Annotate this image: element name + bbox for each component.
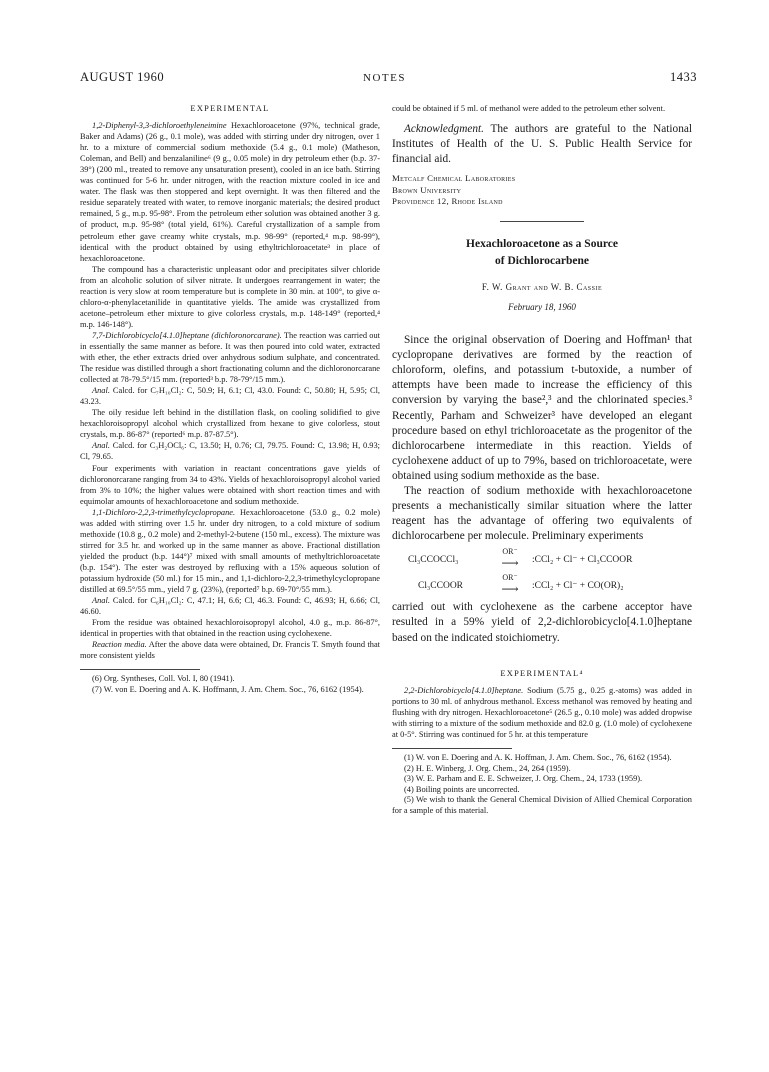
equation-2 — [392, 572, 692, 596]
subsection-title: 7,7-Dichlorobicyclo[4.1.0]heptane (dichloronorcarane). — [92, 330, 282, 340]
acknowledgment-label: Acknowledgment. — [404, 123, 484, 136]
footnote-divider — [80, 669, 200, 670]
paragraph-analysis-2 — [80, 440, 380, 462]
paragraph-text: Calcd. for C₃H₂OCl₆: C, 13.50; H, 0.76; Cl, 79.75. Found: C, 13.98; H, 0.93; Cl, 79.65. — [80, 441, 380, 462]
footnotes-right — [392, 753, 692, 817]
arrow-icon: ⟶ — [501, 582, 519, 597]
running-header-date: AUGUST 1960 — [80, 70, 165, 84]
article-title-line: Hexachloroacetone as a Source — [466, 237, 618, 250]
footnote: (6) Org. Syntheses, Coll. Vol. I, 80 (1941). — [92, 674, 235, 684]
paragraph-text: Calcd. for C₇H₁₀Cl₂: C, 50.9; H, 6.1; Cl, 43.0. Found: C, 50.80; H, 5.95; Cl, 43.23. — [80, 386, 380, 407]
left-column — [80, 103, 380, 696]
footnote: (7) W. von E. Doering and A. K. Hoffmann, J. Am. Chem. Soc., 76, 6162 (1954). — [92, 684, 364, 694]
address-line: Metcalf Chemical Laboratories — [392, 173, 516, 184]
paragraph-intro-3: carried out with cyclohexene as the carbene acceptor have resulted in a 59% yield of 2,2-dichlorobicyclo[4.1.0]heptane based on the indicated stoichiometry. — [392, 601, 692, 644]
equation-rhs: :CCl₂ + Cl⁻ + CO(OR)₂ — [532, 581, 624, 592]
paragraph-dichloronorcarane — [80, 330, 380, 385]
paragraph-reaction-media — [80, 639, 380, 661]
paragraph-intro-2: The reaction of sodium methoxide with hexachloroacetone presents a mechanistically similar situation where the latter reagent has the advantage of offering two equivalents of dichlorocarbene per molecule. Preliminary experiments — [392, 484, 692, 543]
paragraph-experimental-procedure — [392, 685, 692, 740]
footnote: (2) H. E. Winberg, J. Org. Chem., 24, 264 (1959). — [404, 763, 571, 773]
article-authors: F. W. Grant and W. B. Cassie — [481, 281, 603, 292]
analysis-label: Anal. — [92, 441, 110, 451]
paragraph-text: Hexachloroacetone (53.0 g., 0.2 mole) was added with stirring over 1.5 hr. under dry nitrogen, to a cold mixture of sodium methoxide (10.8 g., 0.2 mole) and 2-methyl-2-butene (150 ml., excess). The mixture was stirred for 3.5 hr. and worked up in the same manner as above. Fractional distillation yielded the product (b.p. 144°)⁷ mixed with small amounts of methyltrichloroacetate (b.p. 154°). The ester was destroyed by refluxing with a 15% aqueous solution of potassium hydroxide (50 ml.) for 15 min., and 1,1-dichloro-2,2,3-trimethylcyclopropane distilled at 69.5°/55 mm., yield 7 g. (23%), (reported⁷ b.p. 69-70°/55 mm.). — [80, 507, 380, 595]
footnote: (3) W. E. Parham and E. E. Schweizer, J. Org. Chem., 24, 1733 (1959). — [404, 774, 643, 784]
section-heading-experimental: EXPERIMENTAL — [190, 104, 270, 113]
address-block — [392, 173, 692, 207]
article-title-line: of Dichlorocarbene — [494, 254, 589, 267]
subsection-title: 1,1-Dichloro-2,2,3-trimethylcyclopropane. — [92, 507, 236, 517]
paragraph-compound-properties: The compound has a characteristic unpleasant odor and precipitates silver chloride from an alcoholic solution of silver nitrate. It undergoes rearrangement in water; the reaction is very slow at room temperature but is complete in 30 min. at 100°, to give α-chloro-α-phenylacetanilide in quantitative yields. The amide was crystallized from acetone–petroleum ether mixture to give colorless crystals, m.p. 148-149° (reported,⁴ m.p. 146-148°). — [80, 264, 380, 329]
reaction-arrow — [494, 546, 526, 571]
paragraph-text: The authors are grateful to the National Institutes of Health of the U. S. Public Health Service for financial aid. — [392, 123, 692, 166]
article-title — [392, 236, 692, 270]
article-divider — [500, 221, 584, 222]
footnote-divider — [392, 748, 512, 749]
paragraph-acknowledgment — [392, 122, 692, 167]
equation-lhs: Cl₃CCOCCl₃ — [408, 555, 459, 566]
equation-lhs: Cl₃CCOOR — [418, 581, 464, 592]
address-line: Brown University — [392, 184, 462, 195]
footnote: (1) W. von E. Doering and A. K. Hoffman, J. Am. Chem. Soc., 76, 6162 (1954). — [404, 752, 672, 762]
paragraph-text: Sodium (5.75 g., 0.25 g.-atoms) was added in portions to 30 ml. of anhydrous methanol. Excess methanol was removed by heating and flushing with dry nitrogen. Hexachloroacetone⁵ (26.5 g., 0.10 mole) was added dropwise with stirring to a mixture of the sodium methoxide and 82.0 g. (1.0 mole) of cyclohexene at 0-5°. Stirring was continued for 5 hr. at this temperature — [392, 685, 692, 739]
subsection-title: Reaction media. — [92, 640, 147, 650]
paragraph-text: Hexachloroacetone (97%, technical grade, Baker and Adams) (26 g., 0.1 mole), was added with stirring under dry nitrogen, over 1 hr. to a mixture of commercial sodium methoxide (5.4 g., 0.1 mole) (Matheson, Coleman, and Bell) and benzalaniline⁶ (9 g., 0.05 mole) in dry petroleum ether (b.p. 37-39°) (200 ml., treated to remove any unsaturation present), cooled in an ice bath. Stirring was continued for 5-6 hr. under nitrogen, with the reaction mixture cooled in ice and water. The flask was then stoppered and kept overnight. It was then filtered and the residue separately treated with water, to remove inorganic materials; the desired product remained, 5 g., m.p. 95-98°. From the petroleum ether solution was obtained another 3 g. of product, m.p. 95-98° (total yield, 61%). Careful crystallization of a sample from petroleum ether gave creamy white crystals, m.p. 98-99° (reported,⁴ m.p. 98-99°), identical with the product obtained by using ethyltrichloroacetate³ in place of hexachloroacetone. — [80, 121, 380, 263]
paragraph-oily-residue: The oily residue left behind in the distillation flask, on cooling solidified to give hexachloroisopropyl alcohol which crystallized from hexane to give colorless, stout crystals, m.p. 86-87° (reported⁶ m.p. 87-87.5°). — [80, 408, 380, 440]
paragraph-analysis-1 — [80, 385, 380, 407]
footnote: (4) Boiling points are uncorrected. — [404, 784, 520, 794]
equation-rhs: :CCl₂ + Cl⁻ + Cl₃CCOOR — [532, 555, 633, 566]
footnotes-left — [80, 674, 380, 695]
reaction-arrow — [494, 572, 526, 597]
page-number: 1433 — [670, 70, 697, 84]
arrow-reagent: OR⁻ — [502, 573, 518, 583]
article-date: February 18, 1960 — [508, 301, 576, 312]
running-header-section: NOTES — [363, 72, 406, 84]
footnote: (5) We wish to thank the General Chemical Division of Allied Chemical Corporation for a sample of this material. — [392, 795, 692, 815]
paragraph-text: After the above data were obtained, Dr. Francis T. Smyth found that more consistent yields — [80, 640, 381, 661]
right-column — [392, 103, 692, 816]
subsection-title: 2,2-Dichlorobicyclo[4.1.0]heptane. — [404, 685, 524, 695]
paragraph-intro-1: Since the original observation of Doering and Hoffman¹ that cyclopropane derivatives are formed by the reaction of chloroform, olefins, and potassium t-butoxide, a number of attempts have been made to increase the efficiency of this conversion by varying the base²,³ and the chlorinated species.³ Recently, Parham and Schweizer³ have developed an elegant procedure based on ethyl trichloroacetate as the progenitor of the dichlorocarbene intermediate in this reaction. Yields of cyclohexene adduct of up to 79%, based on trichloroacetate, were obtained using sodium methoxide as the base. — [392, 334, 692, 482]
analysis-label: Anal. — [92, 596, 110, 606]
paragraph-four-experiments: Four experiments with variation in reactant concentrations gave yields of dichloronorcarane ranging from 34 to 43%. Yields of hexachloroisopropyl alcohol varied from 3% to 10%; the higher values were obtained with short reaction times and with equimolar amounts of hexachloroacetone and sodium methoxide. — [80, 463, 380, 506]
paragraph-text: The reaction was carried out in essentially the same manner as before. It was then poured into cold water, extracted with ether, the ether extracts dried over anhydrous sodium sulphate, and concentrated. The residue was distilled through a short fractionating column and the dichloronorcarane collected at 78-79.5°/15 mm. (reported³ b.p. 78-79°/15 mm.). — [80, 330, 381, 385]
paragraph-continued: could be obtained if 5 ml. of methanol were added to the petroleum ether solvent. — [392, 104, 666, 113]
subsection-title: 1,2-Diphenyl-3,3-dichloroethyleneimine — [92, 121, 227, 131]
paragraph-residue-alcohol: From the residue was obtained hexachloroisopropyl alcohol, 4.0 g., m.p. 86-87°, identical in properties with that obtained in the reaction using cyclohexene. — [80, 618, 380, 639]
paragraph-diphenyl — [80, 120, 380, 264]
arrow-reagent: OR⁻ — [502, 547, 518, 557]
analysis-label: Anal. — [92, 386, 110, 396]
arrow-icon: ⟶ — [501, 556, 519, 571]
address-line: Providence 12, Rhode Island — [392, 195, 503, 206]
equation-1 — [392, 546, 692, 570]
section-heading-experimental-2: EXPERIMENTAL⁴ — [500, 668, 584, 678]
paragraph-trimethylcyclopropane — [80, 507, 380, 595]
paragraph-text: Calcd. for C₆H₁₀Cl₂: C, 47.1; H, 6.6; Cl, 46.3. Found: C, 46.93; H, 6.66; Cl, 46.60. — [80, 596, 380, 617]
paragraph-analysis-3 — [80, 595, 380, 617]
